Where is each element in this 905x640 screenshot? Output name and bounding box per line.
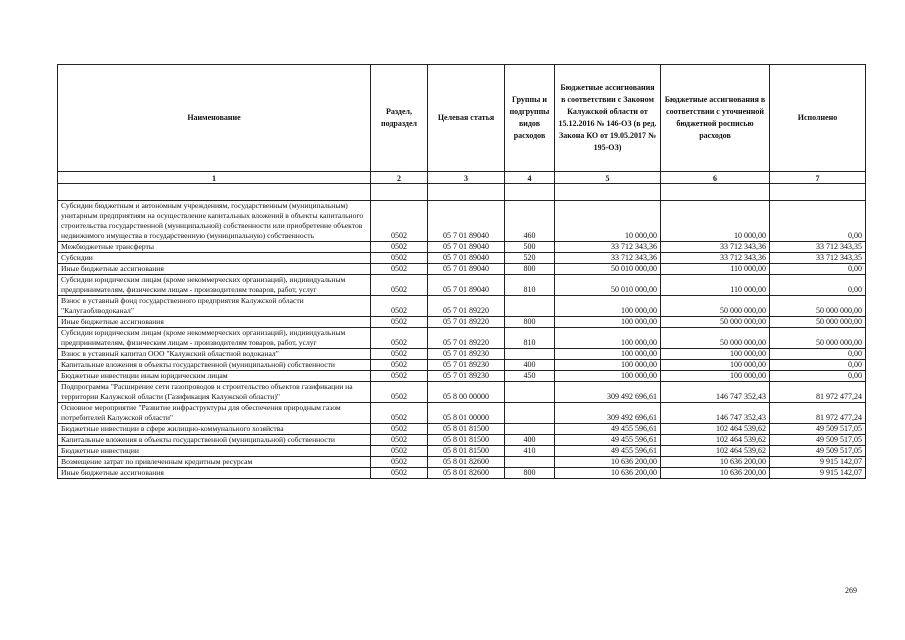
page-number: 269: [845, 586, 857, 595]
row-section: 0502: [371, 382, 428, 403]
budget-table: [57, 64, 866, 479]
header-refined-allocations: Бюджетные ассигнования в соответствии с уточненной бюджетной росписью расходов: [661, 65, 770, 172]
row-refined-amount: 100 000,00: [661, 371, 770, 382]
row-section: 0502: [371, 296, 428, 317]
row-section: 0502: [371, 275, 428, 296]
row-law-amount: 10 000,00: [555, 201, 661, 242]
table-row: [58, 468, 866, 479]
row-executed-amount: 9 915 142,07: [770, 468, 866, 479]
row-section: 0502: [371, 317, 428, 328]
row-article: 05 8 01 82600: [428, 468, 505, 479]
row-refined-amount: 10 636 200,00: [661, 468, 770, 479]
table-row: [58, 382, 866, 403]
row-article: 05 8 01 81500: [428, 446, 505, 457]
column-number: 4: [505, 172, 555, 184]
row-refined-amount: 146 747 352,43: [661, 403, 770, 424]
row-article: 05 7 01 89040: [428, 201, 505, 242]
row-executed-amount: 33 712 343,35: [770, 242, 866, 253]
row-executed-amount: 33 712 343,35: [770, 253, 866, 264]
row-section: 0502: [371, 468, 428, 479]
row-group: 460: [505, 201, 555, 242]
row-refined-amount: 102 464 539,62: [661, 424, 770, 435]
table-row: [58, 371, 866, 382]
row-section: 0502: [371, 201, 428, 242]
row-refined-amount: 110 000,00: [661, 275, 770, 296]
column-number: 7: [770, 172, 866, 184]
table-row: [58, 424, 866, 435]
row-law-amount: 33 712 343,36: [555, 242, 661, 253]
row-name: Бюджетные инвестиции в сфере жилищно-коммунального хозяйства: [58, 424, 371, 435]
row-law-amount: 309 492 696,61: [555, 382, 661, 403]
row-executed-amount: 81 972 477,24: [770, 382, 866, 403]
table-row: [58, 253, 866, 264]
row-group: 520: [505, 253, 555, 264]
row-section: 0502: [371, 457, 428, 468]
row-article: 05 8 00 00000: [428, 382, 505, 403]
row-group: [505, 403, 555, 424]
header-name: Наименование: [58, 65, 371, 172]
table-row: [58, 201, 866, 242]
row-refined-amount: 10 636 200,00: [661, 457, 770, 468]
row-executed-amount: 0,00: [770, 275, 866, 296]
row-executed-amount: 50 000 000,00: [770, 328, 866, 349]
row-name: Субсидии юридическим лицам (кроме некоммерческих организаций), индивидуальным предпринимателям, физическим лицам - производителям товаров, работ, услуг: [58, 328, 371, 349]
row-executed-amount: 0,00: [770, 360, 866, 371]
row-law-amount: 100 000,00: [555, 349, 661, 360]
row-group: 410: [505, 446, 555, 457]
row-article: 05 8 01 00000: [428, 403, 505, 424]
row-name: Бюджетные инвестиции иным юридическим лицам: [58, 371, 371, 382]
row-refined-amount: 50 000 000,00: [661, 328, 770, 349]
row-section: 0502: [371, 349, 428, 360]
row-law-amount: 49 455 596,61: [555, 424, 661, 435]
row-name: Иные бюджетные ассигнования: [58, 264, 371, 275]
row-law-amount: 100 000,00: [555, 371, 661, 382]
column-number: 6: [661, 172, 770, 184]
column-number-row: [58, 172, 866, 184]
row-article: 05 7 01 89040: [428, 264, 505, 275]
row-group: [505, 424, 555, 435]
row-article: 05 7 01 89230: [428, 371, 505, 382]
table-row: [58, 275, 866, 296]
row-refined-amount: 102 464 539,62: [661, 435, 770, 446]
row-executed-amount: 0,00: [770, 201, 866, 242]
table-row: [58, 317, 866, 328]
row-executed-amount: 0,00: [770, 264, 866, 275]
row-refined-amount: 146 747 352,43: [661, 382, 770, 403]
row-name: Иные бюджетные ассигнования: [58, 317, 371, 328]
row-section: 0502: [371, 403, 428, 424]
row-article: 05 7 01 89220: [428, 296, 505, 317]
row-name: Возмещение затрат по привлеченным кредитным ресурсам: [58, 457, 371, 468]
row-executed-amount: 49 509 517,05: [770, 435, 866, 446]
row-refined-amount: 50 000 000,00: [661, 296, 770, 317]
header-section: Раздел, подраздел: [371, 65, 428, 172]
row-group: 450: [505, 371, 555, 382]
row-law-amount: 10 636 200,00: [555, 457, 661, 468]
row-law-amount: 100 000,00: [555, 328, 661, 349]
table-row: [58, 403, 866, 424]
row-article: 05 7 01 89230: [428, 349, 505, 360]
row-group: 500: [505, 242, 555, 253]
row-executed-amount: 49 509 517,05: [770, 446, 866, 457]
row-article: 05 7 01 89040: [428, 242, 505, 253]
row-executed-amount: 50 000 000,00: [770, 317, 866, 328]
row-name: Субсидии юридическим лицам (кроме некоммерческих организаций), индивидуальным предпринимателям, физическим лицам - производителям товаров, работ, услуг: [58, 275, 371, 296]
column-number: 3: [428, 172, 505, 184]
header-law-allocations: Бюджетные ассигнования в соответствии с Законом Калужской области от 15.12.2016 № 146-ОЗ (в ред. Закона КО от 19.05.2017 № 195-ОЗ): [555, 65, 661, 172]
header-group: Группы и подгруппы видов расходов: [505, 65, 555, 172]
row-law-amount: 100 000,00: [555, 296, 661, 317]
table-row: [58, 349, 866, 360]
row-section: 0502: [371, 435, 428, 446]
row-group: [505, 296, 555, 317]
row-group: [505, 349, 555, 360]
row-section: 0502: [371, 360, 428, 371]
row-name: Бюджетные инвестиции: [58, 446, 371, 457]
row-group: [505, 382, 555, 403]
table-row: [58, 296, 866, 317]
table-row: [58, 446, 866, 457]
row-section: 0502: [371, 446, 428, 457]
row-refined-amount: 100 000,00: [661, 360, 770, 371]
row-law-amount: 50 010 000,00: [555, 264, 661, 275]
row-executed-amount: 0,00: [770, 371, 866, 382]
row-refined-amount: 33 712 343,36: [661, 253, 770, 264]
row-refined-amount: 50 000 000,00: [661, 317, 770, 328]
row-name: Капитальные вложения в объекты государственной (муниципальной) собственности: [58, 435, 371, 446]
table-body: [58, 184, 866, 479]
row-article: 05 7 01 89220: [428, 328, 505, 349]
row-name: Иные бюджетные ассигнования: [58, 468, 371, 479]
row-name: Взнос в уставный капитал ООО "Калужский областной водоканал": [58, 349, 371, 360]
row-article: 05 7 01 89040: [428, 275, 505, 296]
row-refined-amount: 10 000,00: [661, 201, 770, 242]
row-law-amount: 10 636 200,00: [555, 468, 661, 479]
table-row: [58, 328, 866, 349]
row-name: Субсидии бюджетным и автономным учреждениям, государственным (муниципальным) унитарным предприятиям на осуществление капитальных вложений в объекты капитального строительства государственной (муниципальной) собственности или приобретение объектов недвижимого имущества в государственную (муниципальную) собственность: [58, 201, 371, 242]
row-group: 800: [505, 468, 555, 479]
row-section: 0502: [371, 242, 428, 253]
header-article: Целевая статья: [428, 65, 505, 172]
row-group: 800: [505, 317, 555, 328]
table-row: [58, 457, 866, 468]
row-law-amount: 49 455 596,61: [555, 435, 661, 446]
row-law-amount: 309 492 696,61: [555, 403, 661, 424]
row-group: 400: [505, 435, 555, 446]
row-executed-amount: 0,00: [770, 349, 866, 360]
row-law-amount: 50 010 000,00: [555, 275, 661, 296]
table-row: [58, 435, 866, 446]
row-refined-amount: 110 000,00: [661, 264, 770, 275]
row-refined-amount: 100 000,00: [661, 349, 770, 360]
row-article: 05 8 01 82600: [428, 457, 505, 468]
row-executed-amount: 49 509 517,05: [770, 424, 866, 435]
row-article: 05 8 01 81500: [428, 424, 505, 435]
spacer-row: [58, 184, 866, 201]
row-section: 0502: [371, 328, 428, 349]
row-section: 0502: [371, 371, 428, 382]
row-section: 0502: [371, 264, 428, 275]
row-section: 0502: [371, 253, 428, 264]
row-article: 05 7 01 89220: [428, 317, 505, 328]
row-name: Подпрограмма "Расширение сети газопроводов и строительство объектов газификации на территории Калужской области (Газификация Калужской области)": [58, 382, 371, 403]
row-group: 400: [505, 360, 555, 371]
row-article: 05 7 01 89040: [428, 253, 505, 264]
row-name: Капитальные вложения в объекты государственной (муниципальной) собственности: [58, 360, 371, 371]
row-refined-amount: 33 712 343,36: [661, 242, 770, 253]
row-group: 810: [505, 275, 555, 296]
row-article: 05 8 01 81500: [428, 435, 505, 446]
row-law-amount: 33 712 343,36: [555, 253, 661, 264]
row-law-amount: 100 000,00: [555, 360, 661, 371]
row-article: 05 7 01 89230: [428, 360, 505, 371]
header-executed: Исполнено: [770, 65, 866, 172]
row-group: [505, 457, 555, 468]
row-refined-amount: 102 464 539,62: [661, 446, 770, 457]
row-name: Субсидии: [58, 253, 371, 264]
row-executed-amount: 9 915 142,07: [770, 457, 866, 468]
table-row: [58, 360, 866, 371]
row-group: 800: [505, 264, 555, 275]
table-header-row: [58, 65, 866, 172]
table-row: [58, 264, 866, 275]
row-name: Взнос в уставный фонд государственного предприятия Калужской области "Калугаоблводоканал": [58, 296, 371, 317]
row-executed-amount: 50 000 000,00: [770, 296, 866, 317]
row-executed-amount: 81 972 477,24: [770, 403, 866, 424]
row-name: Основное мероприятие "Развитие инфраструктуры для обеспечения природным газом потребителей Калужской области": [58, 403, 371, 424]
row-group: 810: [505, 328, 555, 349]
column-number: 2: [371, 172, 428, 184]
row-law-amount: 100 000,00: [555, 317, 661, 328]
column-number: 1: [58, 172, 371, 184]
row-law-amount: 49 455 596,61: [555, 446, 661, 457]
row-name: Межбюджетные трансферты: [58, 242, 371, 253]
column-number: 5: [555, 172, 661, 184]
row-section: 0502: [371, 424, 428, 435]
table-row: [58, 242, 866, 253]
